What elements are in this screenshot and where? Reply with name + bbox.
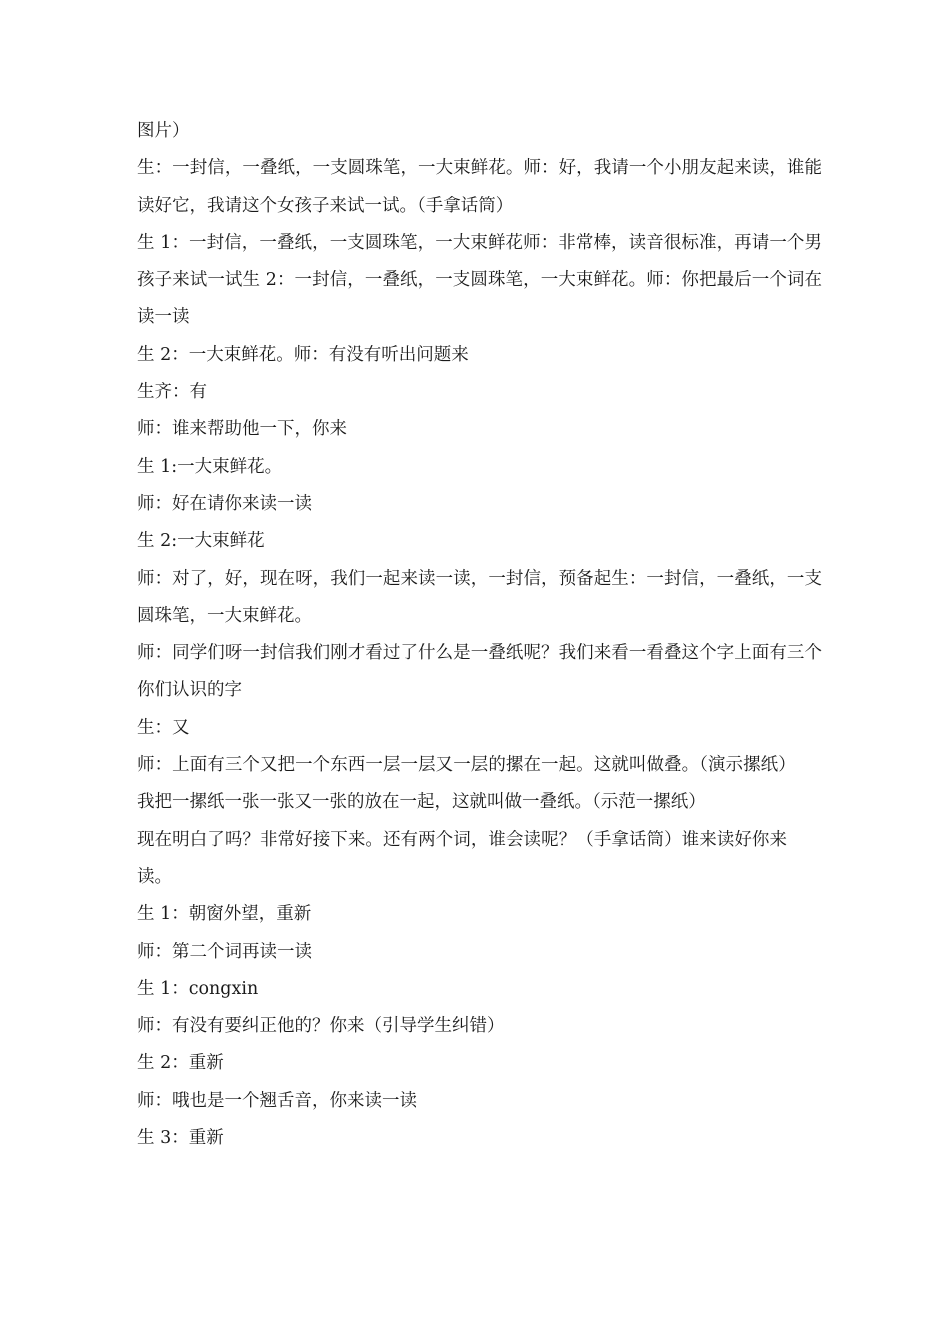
paragraph: 师：哦也是一个翘舌音，你来读一读 — [137, 1090, 417, 1111]
paragraph: 图片） — [137, 121, 190, 141]
paragraph: 生：又 — [137, 717, 190, 738]
document-body — [137, 113, 822, 1157]
paragraph: 生齐：有 — [137, 382, 207, 403]
paragraph: 师：谁来帮助他一下，你来 — [137, 419, 347, 440]
paragraph: 生 3：重新 — [137, 1128, 224, 1149]
paragraph: 现在明白了吗？非常好接下来。还有两个词，谁会读呢？（手拿话筒）谁来读好你来读。 — [137, 829, 787, 887]
paragraph: 生 2:一大束鲜花 — [137, 531, 265, 552]
paragraph: 师：有没有要纠正他的？你来（引导学生纠错） — [137, 1016, 505, 1037]
paragraph: 师：对了，好，现在呀，我们一起来读一读，一封信，预备起生：一封信，一叠纸，一支圆珠笔，一大束鲜花。 — [137, 568, 822, 626]
paragraph: 师：好在请你来读一读 — [137, 493, 312, 514]
paragraph: 生：一封信，一叠纸，一支圆珠笔，一大束鲜花。师：好，我请一个小朋友起来读，谁能读好它，我请这个女孩子来试一试。（手拿话筒） — [137, 158, 822, 216]
paragraph: 生 2：重新 — [137, 1053, 224, 1074]
paragraph: 生 1:一大束鲜花。 — [137, 456, 283, 477]
paragraph: 生 1：一封信，一叠纸，一支圆珠笔，一大束鲜花师：非常棒，读音很标准，再请一个男孩子来试一试生 2：一封信，一叠纸，一支圆珠笔，一大束鲜花。师：你把最后一个词在读一读 — [137, 232, 822, 328]
paragraph: 生 1：朝窗外望，重新 — [137, 904, 312, 925]
paragraph: 师：同学们呀一封信我们刚才看过了什么是一叠纸呢？我们来看一看叠这个字上面有三个你们认识的字 — [137, 643, 822, 701]
paragraph: 生 2：一大束鲜花。师：有没有听出问题来 — [137, 344, 469, 365]
paragraph: 生 1：congxin — [137, 978, 259, 999]
paragraph: 师：上面有三个又把一个东西一层一层又一层的摞在一起。这就叫做叠。（演示摞纸）我把一摞纸一张一张又一张的放在一起，这就叫做一叠纸。（示范一摞纸） — [137, 755, 787, 813]
paragraph: 师：第二个词再读一读 — [137, 941, 312, 962]
